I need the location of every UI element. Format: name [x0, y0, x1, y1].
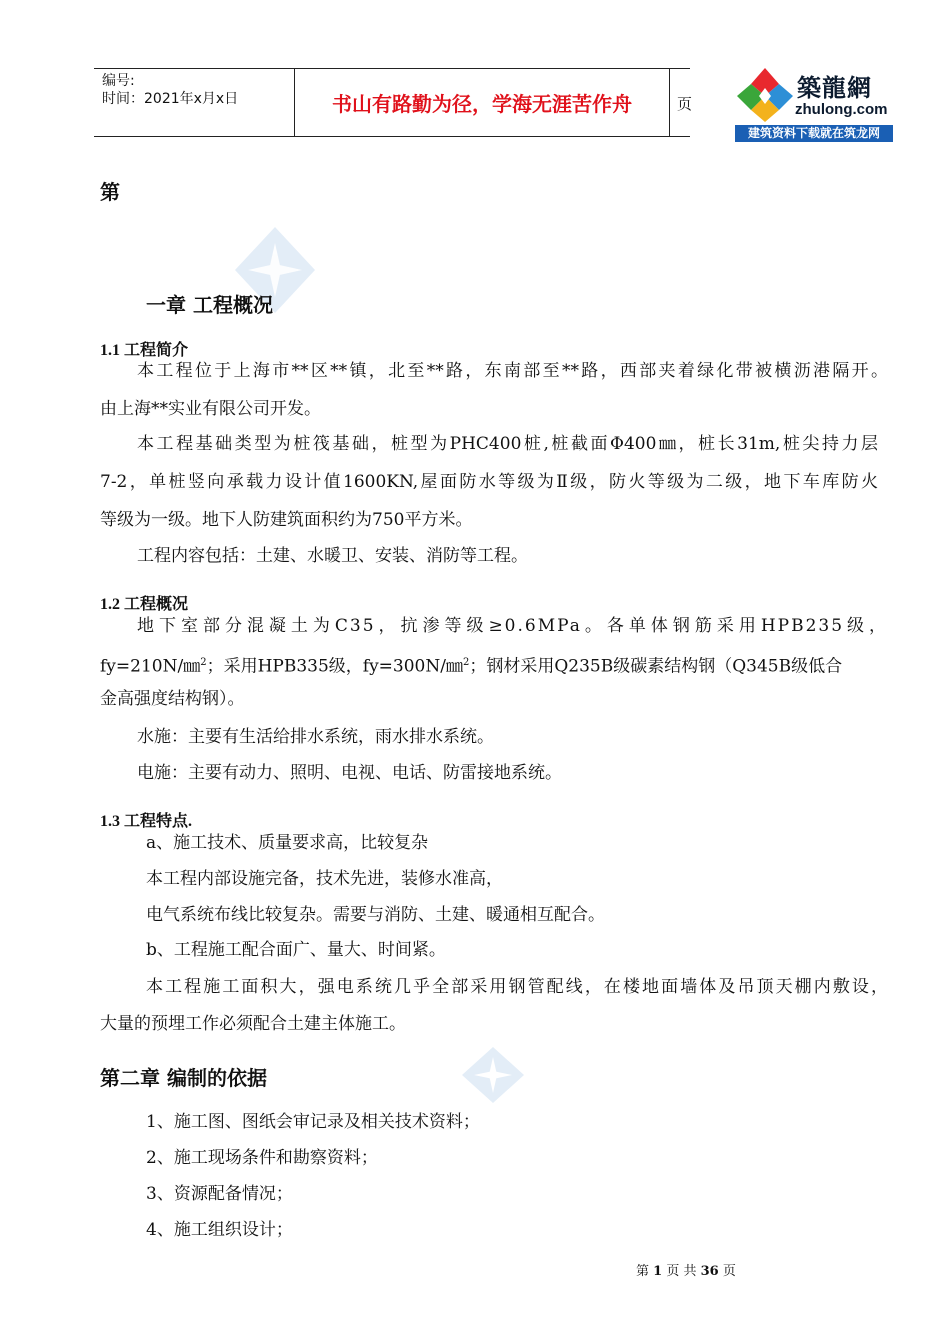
paragraph-line: 地下室部分混凝土为C35，抗渗等级≥0.6MPa。各单体钢筋采用HPB235级， — [137, 616, 888, 636]
header-divider — [669, 69, 670, 136]
paragraph-line: 本工程位于上海市**区**镇，北至**路，东南部至**路，西部夹着绿化带被横沥港隔开。 — [137, 361, 888, 381]
list-item: 4、施工组织设计； — [146, 1220, 293, 1240]
current-page-number: 1 — [653, 1264, 663, 1279]
chapter2-title: 第二章 编制的依据 — [100, 1066, 267, 1090]
paragraph-line: 本工程基础类型为桩筏基础，桩型为PHC400桩,桩截面Φ400㎜，桩长31m,桩尖持力层 — [137, 434, 878, 454]
footer-middle: 页 共 — [666, 1264, 697, 1279]
logo-slogan: 建筑资料下载就在筑龙网 — [735, 125, 893, 142]
paragraph-line: 金高强度结构钢）。 — [100, 689, 245, 709]
header-meta — [102, 72, 238, 108]
text-run: ；采用HPB335级，fy=300N/㎜ — [206, 656, 463, 677]
paragraph-line: 水施：主要有生活给排水系统，雨水排水系统。 — [137, 727, 494, 747]
paragraph-line: 大量的预埋工作必须配合土建主体施工。 — [100, 1014, 406, 1034]
text-run: ；钢材采用Q235B级碳素结构钢（Q345B级低合 — [469, 656, 843, 677]
superscript: 2 — [462, 657, 470, 668]
list-item: 3、资源配备情况； — [146, 1184, 293, 1204]
logo-chinese-name: 築龍網 — [797, 74, 872, 102]
section-1-3-title: 1.3 工程特点. — [100, 813, 193, 830]
document-number-label: 编号: — [102, 73, 135, 89]
zhulong-logo-icon — [735, 66, 795, 124]
text-run: fy=210N/㎜ — [100, 656, 201, 677]
footer-suffix: 页 — [722, 1264, 736, 1279]
list-item: 1、施工图、图纸会审记录及相关技术资料； — [146, 1112, 480, 1132]
header-page-label: 页 — [677, 95, 693, 113]
header-divider — [294, 69, 295, 136]
paragraph-line: 由上海**实业有限公司开发。 — [100, 399, 321, 419]
document-time: 时间：2021年x月x日 — [102, 91, 239, 107]
chapter1-title-part2: 一章 工程概况 — [146, 293, 273, 317]
logo-domain: zhulong.com — [795, 101, 888, 118]
paragraph-line: 7-2，单桩竖向承载力设计值1600KN,屋面防水等级为Ⅱ级，防火等级为二级，地下车库防火 — [100, 472, 878, 492]
paragraph-line: 电施：主要有动力、照明、电视、电话、防雷接地系统。 — [137, 763, 562, 783]
document-header — [94, 68, 693, 137]
list-item: a、施工技术、质量要求高，比较复杂 — [146, 833, 429, 853]
footer-prefix: 第 — [636, 1264, 650, 1279]
superscript: 2 — [200, 657, 207, 668]
list-item: b、工程施工配合面广、量大、时间紧。 — [146, 940, 446, 960]
chapter1-title-part1: 第 — [100, 180, 120, 204]
paragraph-line: 工程内容包括：土建、水暖卫、安装、消防等工程。 — [137, 546, 528, 566]
section-1-2-title: 1.2 工程概况 — [100, 596, 189, 613]
zhulong-logo — [735, 66, 895, 144]
paragraph-line: 本工程内部设施完备，技术先进，装修水准高， — [146, 869, 503, 889]
total-page-count: 36 — [700, 1264, 719, 1279]
section-1-1-title: 1.1 工程简介 — [100, 342, 189, 359]
page-footer — [636, 1260, 736, 1279]
paragraph-line — [100, 653, 842, 677]
watermark-logo-icon — [458, 1045, 528, 1105]
list-item: 2、施工现场条件和勘察资料； — [146, 1148, 378, 1168]
paragraph-line: 电气系统布线比较复杂。需要与消防、土建、暖通相互配合。 — [146, 905, 605, 925]
header-motto: 书山有路勤为径，学海无涯苦作舟 — [332, 92, 632, 116]
paragraph-line: 等级为一级。地下人防建筑面积约为750平方米。 — [100, 510, 473, 530]
paragraph-line: 本工程施工面积大，强电系统几乎全部采用钢管配线，在楼地面墙体及吊顶天棚内敷设， — [146, 977, 888, 997]
